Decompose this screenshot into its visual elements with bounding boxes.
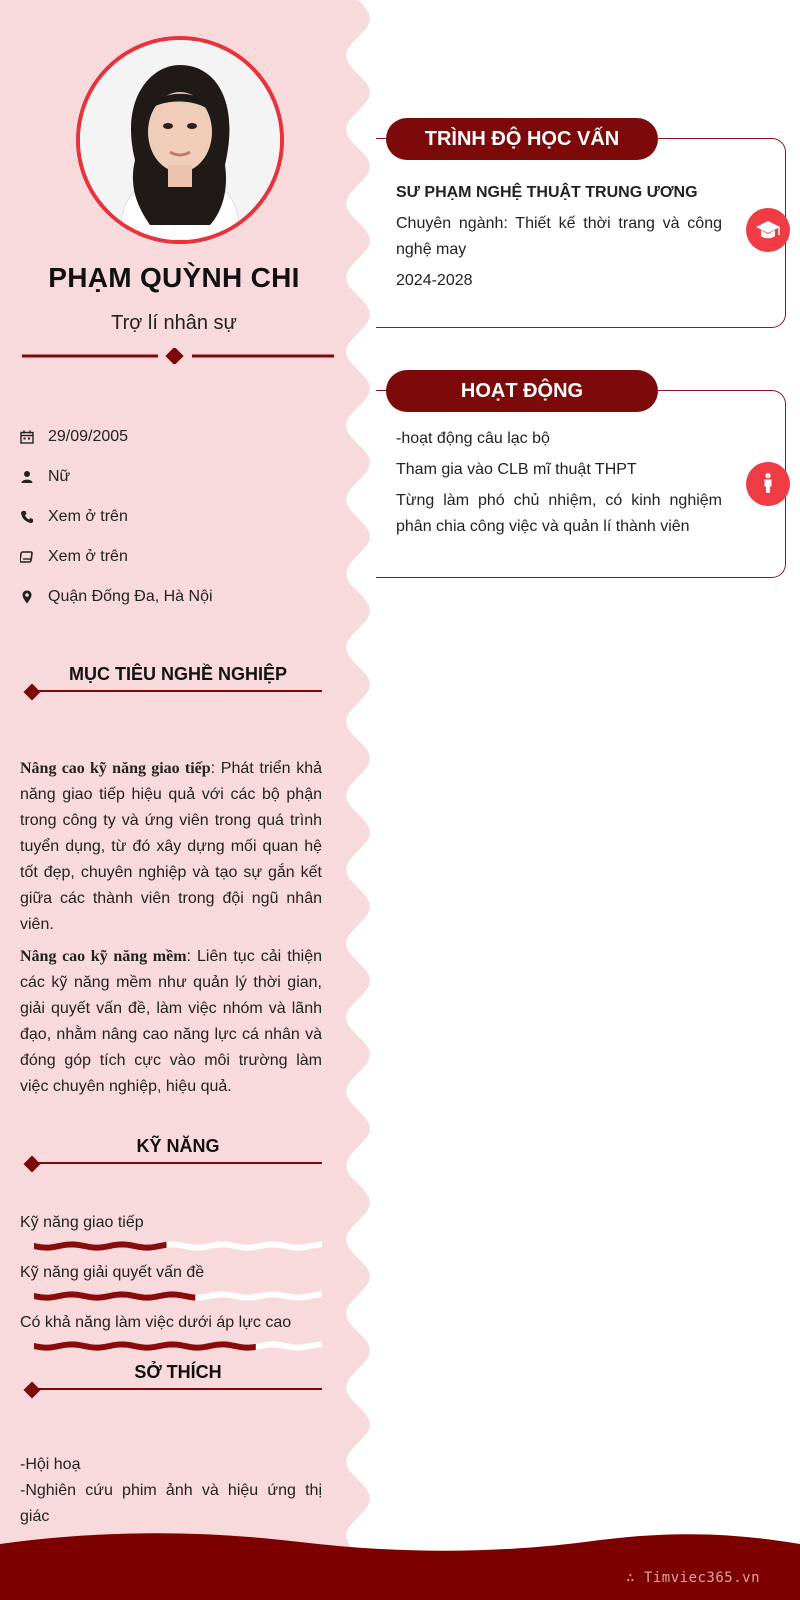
skill-name: Kỹ năng giải quyết vấn đề [20, 1264, 205, 1281]
activity-line: -hoạt động câu lạc bộ [396, 430, 550, 447]
phone-icon [20, 510, 34, 524]
education-content [396, 180, 722, 299]
objective-heading [22, 662, 322, 692]
activity-line: Từng làm phó chủ nhiệm, có kinh nghiệm phân chia công việc và quản lí thành viên [396, 492, 722, 535]
hobby-item: -Hội hoạ [20, 1456, 81, 1473]
objective-paragraph-1: Nâng cao kỹ năng giao tiếp: Phát triển khả năng giao tiếp hiệu quả với các bộ phận trong công ty và ứng viên trong quá trình tuyển dụng, từ đó xây dựng mối quan hệ tốt đẹp, chuyên nghiệp và tạo sự gắn kết giữa các thành viên trong đội ngũ nhân viên. [20, 760, 323, 933]
contact-email-value: Xem ở trên [48, 548, 128, 565]
hobbies-list [20, 1452, 322, 1530]
activities-heading: HOẠT ĐỘNG [386, 370, 658, 412]
skills-heading-text: KỸ NĂNG [136, 1136, 220, 1156]
calendar-icon [20, 430, 34, 444]
contact-gender-value: Nữ [48, 468, 71, 485]
skills-heading [22, 1134, 322, 1164]
contact-address [20, 588, 320, 628]
objective-heading-text: MỤC TIÊU NGHỀ NGHIỆP [68, 664, 287, 684]
email-icon [20, 550, 34, 564]
hobbies-heading-text: SỞ THÍCH [134, 1362, 222, 1382]
contact-birthdate [20, 428, 320, 468]
education-heading: TRÌNH ĐỘ HỌC VẤN [386, 118, 658, 160]
avatar [76, 36, 284, 244]
skill-item [20, 1264, 322, 1314]
graduation-cap-icon [746, 208, 790, 252]
skill-item [20, 1314, 322, 1364]
contact-phone-value: Xem ở trên [48, 508, 128, 525]
activities-section [376, 370, 786, 580]
contact-info-list [20, 428, 320, 628]
objective-paragraph-2: Nâng cao kỹ năng mềm: Liên tục cải thiện các kỹ năng mềm như quản lý thời gian, giải quyết vấn đề, làm việc nhóm và lãnh đạo, nhằm nâng cao năng lực cá nhân và đóng góp tích cực vào môi trường làm việc chuyên nghiệp, hiệu quả. [20, 948, 322, 1095]
contact-address-value: Quận Đống Đa, Hà Nội [48, 588, 213, 605]
person-icon [746, 462, 790, 506]
location-icon [20, 590, 34, 604]
hobbies-heading [22, 1360, 322, 1390]
skill-level-bar [34, 1240, 322, 1252]
skill-item [20, 1214, 322, 1264]
skill-level-bar [34, 1340, 322, 1352]
skill-name: Kỹ năng giao tiếp [20, 1214, 144, 1231]
user-icon [20, 470, 34, 484]
contact-birthdate-value: 29/09/2005 [48, 428, 129, 445]
contact-phone [20, 508, 320, 548]
education-school: SƯ PHẠM NGHỆ THUẬT TRUNG ƯƠNG [396, 184, 698, 201]
education-years: 2024-2028 [396, 272, 473, 289]
education-section [376, 118, 786, 328]
skill-level-bar [34, 1290, 322, 1302]
avatar-portrait-icon [80, 40, 280, 240]
hobby-item: -Nghiên cứu phim ảnh và hiệu ứng thị giác [20, 1482, 322, 1525]
contact-email [20, 548, 320, 588]
watermark: ∴ Timviec365.vn [626, 1570, 760, 1586]
contact-gender [20, 468, 320, 508]
skills-list [20, 1214, 322, 1364]
activities-content [396, 426, 722, 545]
title-divider [22, 348, 334, 364]
footer-band [0, 1530, 800, 1600]
activity-line: Tham gia vào CLB mĩ thuật THPT [396, 461, 637, 478]
objective-text [20, 756, 322, 1106]
education-major: Chuyên ngành: Thiết kế thời trang và công nghệ may [396, 215, 722, 258]
candidate-name: PHẠM QUỲNH CHI [48, 262, 300, 293]
candidate-job-title: Trợ lí nhân sự [111, 312, 237, 334]
skill-name: Có khả năng làm việc dưới áp lực cao [20, 1314, 292, 1331]
